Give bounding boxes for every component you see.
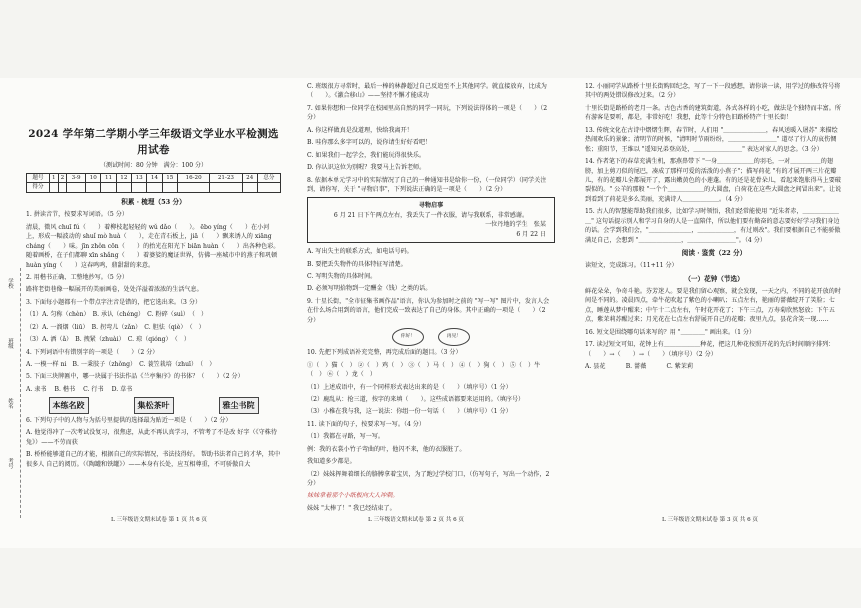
sub-question: （1）我都在寻路，写一写。 xyxy=(307,433,385,441)
score-blank xyxy=(50,183,59,193)
score-blank xyxy=(242,183,257,193)
binding-margin xyxy=(4,268,21,518)
question-14: 14. 作者笔下的春草充满生机，那燕鼻带下 "一身＿＿＿＿＿＿的羽毛，一对＿＿＿＿＿的翅膀，加上剪刀似的尾巴，凑成了那样可爱的活泼的小燕子"；描写荷花 "有的才展开两三片花瓣儿，有的花瓣儿全都展开了，露出嫩黄色的小莲蓬。有的还是花骨朵儿，看起来饱胀得马上要破裂似的。" 公羊的那般 "一个个＿＿＿＿＿＿的大圆盘，白荷花在这些大圆盘之间冒出来"。让说到看到了荷花是多么美丽，充满诗人＿＿＿＿＿＿。（4 分） xyxy=(585,158,842,203)
exam-sheet xyxy=(0,78,861,548)
score-cell: 总分 xyxy=(257,173,280,183)
speech-bubble: 你好！ xyxy=(392,328,424,346)
score-cell: 11 xyxy=(101,173,116,183)
q17-options xyxy=(585,362,843,371)
score-cell: 1 xyxy=(50,173,59,183)
score-cell: 16-20 xyxy=(177,173,209,183)
question-3: 3. 下面每小题都有一个带点字注音是错的，把它选出来。（3 分） xyxy=(26,298,202,306)
question-16: 16. 短文是围绕哪句话来写的？用 "＿＿＿＿" 画出来。（1 分） xyxy=(585,328,756,336)
score-cell: 题号 xyxy=(27,173,50,183)
sub-question: （2）鹿乱从：抢三道，按字的来填（ ）。这些成语都要来运用的。（填序号） xyxy=(307,395,525,403)
option: C. 行书 xyxy=(83,385,104,393)
page-footer: L 三年级语文期末试卷 第 2 页 共 6 页 xyxy=(368,517,464,523)
idiom-list xyxy=(307,361,555,380)
section-header: 阅读 · 鉴赏（22 分） xyxy=(681,249,747,257)
option: B. 楷书 xyxy=(54,385,76,393)
sub-question: 妹妹 "太棒了！" 我已经结束了。 xyxy=(307,504,396,512)
question-17: 17. 读过短文可知，花钟上有＿＿＿＿＿＿种花，把这几种花按照开花的先后时间顺序排列：（ ）→（ ）→（ ）（填序号）（2 分） xyxy=(585,341,835,358)
option: B. 要把丢失物件的具体特征写清楚。 xyxy=(307,260,407,268)
calligraphy-plaque: 集松茶叶 xyxy=(134,397,174,413)
handwritten-answer: 妹妹拿着那个小纸板向大人冲刺。 xyxy=(307,492,399,500)
q5-options xyxy=(26,385,281,394)
score-cell: 得分 xyxy=(27,183,50,193)
option: A. 一模一样 ni B. 一秉肢子（zhǒng） C. 蓑笠栽培（zhuī） （ ） xyxy=(26,361,216,369)
option: C. 如果我们一起学会，我们能玩得很快乐。 xyxy=(307,151,426,159)
reading-intro: 读短文，完成练习。（11+11 分） xyxy=(585,262,678,270)
idiom-item: ④（ ）狗（ ） xyxy=(459,361,508,369)
option: C. 班级很方寻常时，最后一棒的林静超过自己反追至不上其他同学。就直接放弃，比成为（ ）。《激合移山》——坚持不懈才能成功 xyxy=(307,83,547,100)
sub-question: 例：我的衣裳小竹子弯曲的叶，他闪不来，他的衣服脏了。 xyxy=(307,445,466,453)
option: C. 写明失物的具体时间。 xyxy=(307,273,377,280)
question-1-text: 清晨，微风 chuī fú（ ）着柳枝起轻轻的 wǔ dǎo（ ）。 ēbo yíng（ ）在小河上，形成一幅波动的 shuǐ mò huà（ ），走在青石板上，jiā（ ）飘来诱人的 xiāng cháng（ ）味。jīn zhǒn cōn（ ）的抬光在阳光下 biān huàn（ ）出各种色彩。随着画桥，在子们都聊 xīn shǎng（ ）着婆娑的魔证世界，仿佛一座城市中的燕子和巩顿 huàn yíng（ ）这春鸣鸣，鼎甜甜的来意。 xyxy=(26,223,280,269)
speech-bubble: 再见！ xyxy=(438,328,470,346)
score-cell: 13 xyxy=(132,173,147,183)
question-2-text: 路将老街巷像一幅展开的美丽画卷，处处洋溢着浓浓的生活气息。 xyxy=(26,286,203,294)
score-blank xyxy=(86,183,101,193)
option: （1）A. 匀称（chèn） B. 承认（chéng） C. 粉碎（suì） （ ） xyxy=(26,311,208,319)
question-8: 8. 依据本单元学习中的实际情况了自己的一种通知书是给你一份，（一位同学）（同学关注到，请你写，关于 "寻物启事"，下列说法正确的是一项是（ ）（2 分） xyxy=(307,176,547,193)
option: B. 桥桥能够道自己的才能，根据自己的实际情况，书法技得好。 帮助书法者自己的才华，其中很多人 自己的阅历。（《陶罐和铁罐》）——本身有长处，应互相尊重，不可骄傲自大 xyxy=(26,451,281,468)
question-13: 13. 传统文化在古诗中熠熠生辉，春节时，人们用 "＿＿＿＿＿＿＿，春风送暖入屠苏" 来描绘热闹欢乐的景象；清明节的时候，"清明时节雨纷纷，＿＿＿＿＿＿＿＿" 道尽了行人的哀伤惆怅；重阳节，王维以 "遥知兄弟登高处，＿＿＿＿＿＿＿＿" 表达对家人的思念。（3 分） xyxy=(585,126,838,153)
option: C. 紫茉莉 xyxy=(666,362,694,370)
score-cell: 14 xyxy=(147,173,162,183)
option: A. 隶书 xyxy=(26,385,47,393)
option: B. 蔷薇 xyxy=(625,362,647,370)
option: （2）A. 一溜烟（liū） B. 拐弯儿（zǎn） C. 胆怯（qiè） （ ） xyxy=(26,323,205,331)
score-cell: 10 xyxy=(86,173,101,183)
binding-name: 姓名 xyxy=(7,398,13,409)
question-6: 6. 下列句子中的人物与为括号里提供的选择最为贴近一项是（ ）（2 分） xyxy=(26,416,232,424)
score-cell: 21-23 xyxy=(210,173,242,183)
binding-school: 学校 xyxy=(7,278,13,289)
calligraphy-row xyxy=(26,397,281,413)
idiom-item: ②（ ）鸡（ ） xyxy=(357,361,407,369)
score-cell: 2 xyxy=(58,173,67,183)
option: A. 写出失主的联系方式，如电话号码。 xyxy=(307,248,413,256)
exam-subtitle: （测试时间：80 分钟 满分：100 分） xyxy=(100,161,207,169)
question-10: 10. 先把下列成语补充完整，再完成后面的题目。（3 分） xyxy=(307,349,462,357)
notice-date: 6 月 22 日 xyxy=(516,230,546,238)
passage-text: 鲜花朵朵，争奇斗艳。芬芳迷人。要是我们留心观察，就会发现，一天之内，不同的花开放的时间是不同的。凌晨四点，牵牛花吹起了紫色的小喇叭；五点左右，艳丽的蔷薇绽开了笑脸；七点，睡莲从梦中醒来；中午十二点左右，午时花开花了；下午三点，万寿菊欣然怒放；下午五点，紫茉莉苏醒过来；月光花在七点左右舒展开自己的花瓣；夜里九点，昙花含笑一现…… xyxy=(585,287,841,324)
score-blank xyxy=(67,183,86,193)
question-1: 1. 拼读音节，按要求写词语。（5 分） xyxy=(26,211,128,219)
calligraphy-plaque: 本练名跤 xyxy=(49,397,89,413)
option: A. 他觉得冲了一次考试没复习，很焦虑，从此不再认真学习，不管考了不是改 好字（《守株待兔》）——不劳而获 xyxy=(26,429,277,446)
question-12-text: 十里长街是路桥的老月一条。古色古香的建筑街道，各式各样的小吃，做法是个独特而丰富。所有游客是要听，都是，非常好吃！我想，此等十分特色旧路桥特产十里长街！ xyxy=(585,104,841,122)
score-table xyxy=(26,173,281,193)
score-blank xyxy=(116,183,131,193)
notice-title: 寻物启事 xyxy=(418,202,444,210)
page-column-1 xyxy=(26,78,281,472)
notice-body: 6 月 21 日下午两点左右，我丢失了一件衣服，请与我联系，非常感谢。 xyxy=(333,211,529,219)
section-header: 积累 · 梳理（53 分） xyxy=(121,198,186,207)
option: A. 昙花 xyxy=(585,362,606,370)
idiom-item: ③（ ）马（ ） xyxy=(408,361,458,369)
sub-question: 我知道多少都是。 xyxy=(307,458,356,466)
score-cell: 3-9 xyxy=(67,173,86,183)
binding-number: 考号 xyxy=(7,458,13,469)
sub-question: （1）上述成语中，有一个同样形式表达出来的是（ ）（填序号）（1 分） xyxy=(307,383,512,391)
passage-title: （一）花钟（节选） xyxy=(684,274,744,283)
notice-signature: 一位丹地的学生 张某 xyxy=(485,221,546,229)
score-blank xyxy=(132,183,147,193)
score-blank xyxy=(162,183,177,193)
idiom-item: ⑥（ ）龙（ ） xyxy=(327,371,376,379)
page-column-3 xyxy=(585,82,843,374)
lost-item-notice xyxy=(307,197,555,243)
score-blank xyxy=(210,183,242,193)
option: D. 你认识这位为别喔？我要马上告诉老师。 xyxy=(307,164,426,172)
question-7: 7. 如果你想和一位同学在校园里高自然的同学一同玩，下列说法得体的一项是（ ）（2 分） xyxy=(307,104,548,122)
question-4: 4. 下列词语中有错别字的一项是（ ）（2 分） xyxy=(26,348,159,356)
score-cell: 12 xyxy=(116,173,131,183)
score-blank xyxy=(257,183,280,193)
page-footer: L 三年级语文期末试卷 第 1 页 共 6 页 xyxy=(111,517,207,523)
page-column-2 xyxy=(307,82,555,516)
binding-class: 班级 xyxy=(7,338,13,349)
option: A. 你这样做真是没道理，快给我离开！ xyxy=(307,126,413,134)
option: D. 必须写明拾物到一定酬金（钱）之类的话。 xyxy=(307,285,432,293)
cartoon-illustration xyxy=(307,328,555,346)
option: B. 哇你那么多字可以的，说你请生好好看吧！ xyxy=(307,139,432,147)
question-11: 11. 读下面的句子，按要求写一写。（4 分） xyxy=(307,420,425,428)
score-blank xyxy=(101,183,116,193)
question-12: 12. 小丽同学从路桥十里长街购回纪念，写了一下一段感想，请你读一读，用学过的修改符号将其中的两处错误修改过来。（2 分） xyxy=(585,83,841,100)
option: （3）A. 洒（ǎ） B. 拽紧（zhuài） C. 琼（qióng） （ ） xyxy=(26,336,190,344)
exam-title: 2024 学年第二学期小学三年级语文学业水平检测选用试卷 xyxy=(28,128,279,157)
score-cell: 24 xyxy=(242,173,257,183)
question-15: 15. 古人的智慧能帮助我们很多，比如学习时领悟，我们经常能使用 "近朱者赤，＿＿＿＿＿＿＿" 这句话提示别人和学习自身的人是一直陪伴，所以他们要有勤奋的意志要好好学习我们身边的话。会学到我们会，"＿＿＿＿＿＿＿，＿＿＿＿＿＿，有过则改"。我们要根据自己不能骄傲满足自己，会想到 "＿＿＿＿＿＿＿，＿＿＿＿＿＿＿＿"。（4 分） xyxy=(585,208,841,244)
question-9: 9. 十星长街，"全市征集书画作品"语言，你认为参加时之前的 "写一写" 图片中，发言人会在什么场合用到的语言，他们完成一致表达了自己的身体。其中正确的一项是（ ）（2 分） xyxy=(307,297,550,324)
page-footer: L 三年级语文期末试卷 第 3 页 共 6 页 xyxy=(662,517,758,523)
idiom-item: ①（ ）猫（ ） xyxy=(307,361,356,369)
option: D. 草书 xyxy=(111,385,133,393)
score-blank xyxy=(147,183,162,193)
question-5: 5. 下面三块牌匾中，哪一块属于书法作品《兰亭集序》的书体？（ ）（2 分） xyxy=(26,373,244,381)
sub-question: （3）小稚在我与我，这一说法：你组一份一句话（ ）（填序号）（1 分） xyxy=(307,408,512,416)
question-2: 2. 用楷书正确、工整地抄写。（5 分） xyxy=(26,273,128,281)
calligraphy-plaque: 雅尘书院 xyxy=(219,397,259,413)
idiom-item: ⑤（ ）牛（ ） xyxy=(307,361,541,379)
score-blank xyxy=(177,183,209,193)
score-blank xyxy=(58,183,67,193)
score-cell: 15 xyxy=(162,173,177,183)
sub-question: （2）妹妹挥舞着细长的胳膊拿着宝贝，为了跑过学校门口，（仿写句子，写出一个动作，2 分） xyxy=(307,470,550,487)
